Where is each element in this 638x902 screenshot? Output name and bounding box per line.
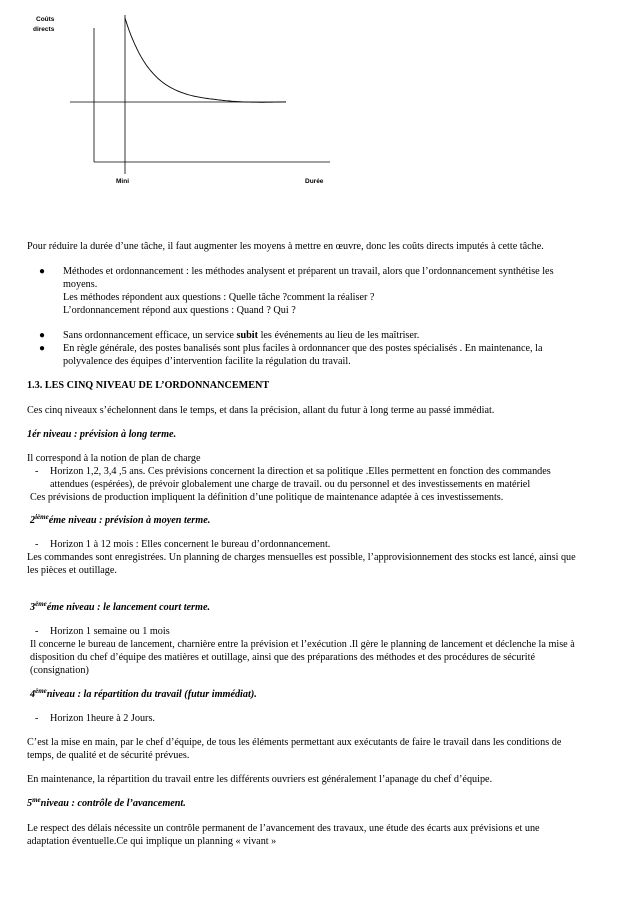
level-4-para-1-line-1: C’est la mise en main, par le chef d’équipe, de tous les éléments permettant aux exécutants de faire le travail dans les conditions de: [27, 737, 562, 748]
bullet-1-line-2: moyens.: [63, 279, 98, 290]
dash-marker: -: [35, 626, 39, 637]
y-axis-label-line2: directs: [33, 26, 55, 33]
dash-marker: -: [35, 539, 39, 550]
level-4-para-2: En maintenance, la répartition du travail entre les différents ouvriers est généralement l’apanage du chef d’équipe.: [27, 774, 493, 785]
level-2-line-3: les pièces et outillage.: [27, 565, 117, 576]
x-tick-label-mini: Mini: [116, 178, 129, 185]
bullet-marker: ●: [39, 343, 46, 354]
dash-marker: -: [35, 713, 39, 724]
dash-marker: -: [35, 466, 39, 477]
bullet-1-line-3: Les méthodes répondent aux questions : Quelle tâche ?comment la réaliser ?: [63, 292, 375, 303]
intro-paragraph: Pour réduire la durée d’une tâche, il faut augmenter les moyens à mettre en œuvre, donc les coûts directs imputés à cette tâche.: [27, 241, 544, 252]
level-2-title: 2ièmeéme niveau : prévision à moyen terme.: [30, 513, 211, 526]
level-3-line-3: disposition du chef d’équipe des matières et outillage, ainsi que des préparations des méthodes et des procédures de sécurité: [30, 652, 535, 663]
level-5-title: $5^{me}niveau$ : contrôle de l’avancement.: [27, 796, 186, 809]
level-1-line-3: attendues (espérées), de prévoir globalement une charge de travail. ou du personnel et des investissements en matériel: [50, 479, 531, 490]
level-3-line-4: (consignation): [30, 665, 89, 676]
level-2-line-2: Les commandes sont enregistrées. Un planning de charges mensuelles est possible, l’approvisionnement des stocks est lancé, ainsi que: [27, 552, 576, 563]
bullet-marker: ●: [39, 330, 46, 341]
level-1-title: 1ér niveau : prévision à long terme.: [27, 429, 177, 440]
bullet-3-line-1: En règle générale, des postes banalisés sont plus faciles à ordonnancer que des postes spécialisés . En maintenance, la: [63, 343, 543, 354]
level-4-line-1: Horizon 1heure à 2 Jours.: [50, 713, 155, 724]
level-1-line-4: Ces prévisions de production impliquent la définition d’une politique de maintenance adaptée à ces investissements.: [30, 492, 504, 503]
x-axis-label: Durée: [305, 178, 324, 185]
level-5-line-2: adaptation éventuelle.Ce qui implique un planning « vivant »: [27, 836, 277, 847]
level-1-line-1: Il correspond à la notion de plan de charge: [27, 453, 201, 464]
level-2-line-1: Horizon 1 à 12 mois : Elles concernent le bureau d’ordonnancement.: [50, 539, 331, 550]
level-3-line-2: Il concerne le bureau de lancement, charnière entre la prévision et l’exécution .Il gère le planning de lancement et déclenche la mise à: [30, 639, 575, 650]
level-4-para-1-line-2: temps, de qualité et de sécurité prévues.: [27, 750, 190, 761]
bullet-marker: ●: [39, 266, 46, 277]
level-4-title: 4èmeniveau : la répartition du travail (futur immédiat).: [30, 687, 257, 700]
section-title: 1.3. LES CINQ NIVEAU DE L’ORDONNANCEMENT: [27, 380, 270, 391]
bullet-2: Sans ordonnancement efficace, un service subit les événements au lieu de les maîtriser.: [63, 330, 420, 341]
level-3-title: 3èmeéme niveau : le lancement court terme.: [30, 600, 211, 613]
y-axis-label-line1: Coûts: [36, 16, 55, 23]
bullet-1-line-1: Méthodes et ordonnancement : les méthodes analysent et préparent un travail, alors que l’ordonnancement synthétise les: [63, 266, 554, 277]
section-intro: Ces cinq niveaux s’échelonnent dans le temps, et dans la précision, allant du futur à long terme au passé immédiat.: [27, 405, 495, 416]
bullet-1-line-4: L’ordonnancement répond aux questions : Quand ? Qui ?: [63, 305, 296, 316]
cost-duration-chart: [0, 0, 638, 200]
level-1-line-2: Horizon 1,2, 3,4 ,5 ans. Ces prévisions concernent la direction et sa politique .Elles permettent en fonction des commandes: [50, 466, 551, 477]
level-5-line-1: Le respect des délais nécessite un contrôle permanent de l’avancement des travaux, une étude des écarts aux prévisions et une: [27, 823, 540, 834]
cost-curve: [125, 18, 286, 102]
level-3-line-1: Horizon 1 semaine ou 1 mois: [50, 626, 170, 637]
bullet-3-line-2: polyvalence des équipes d’intervention facilite la régulation du travail.: [63, 356, 351, 367]
